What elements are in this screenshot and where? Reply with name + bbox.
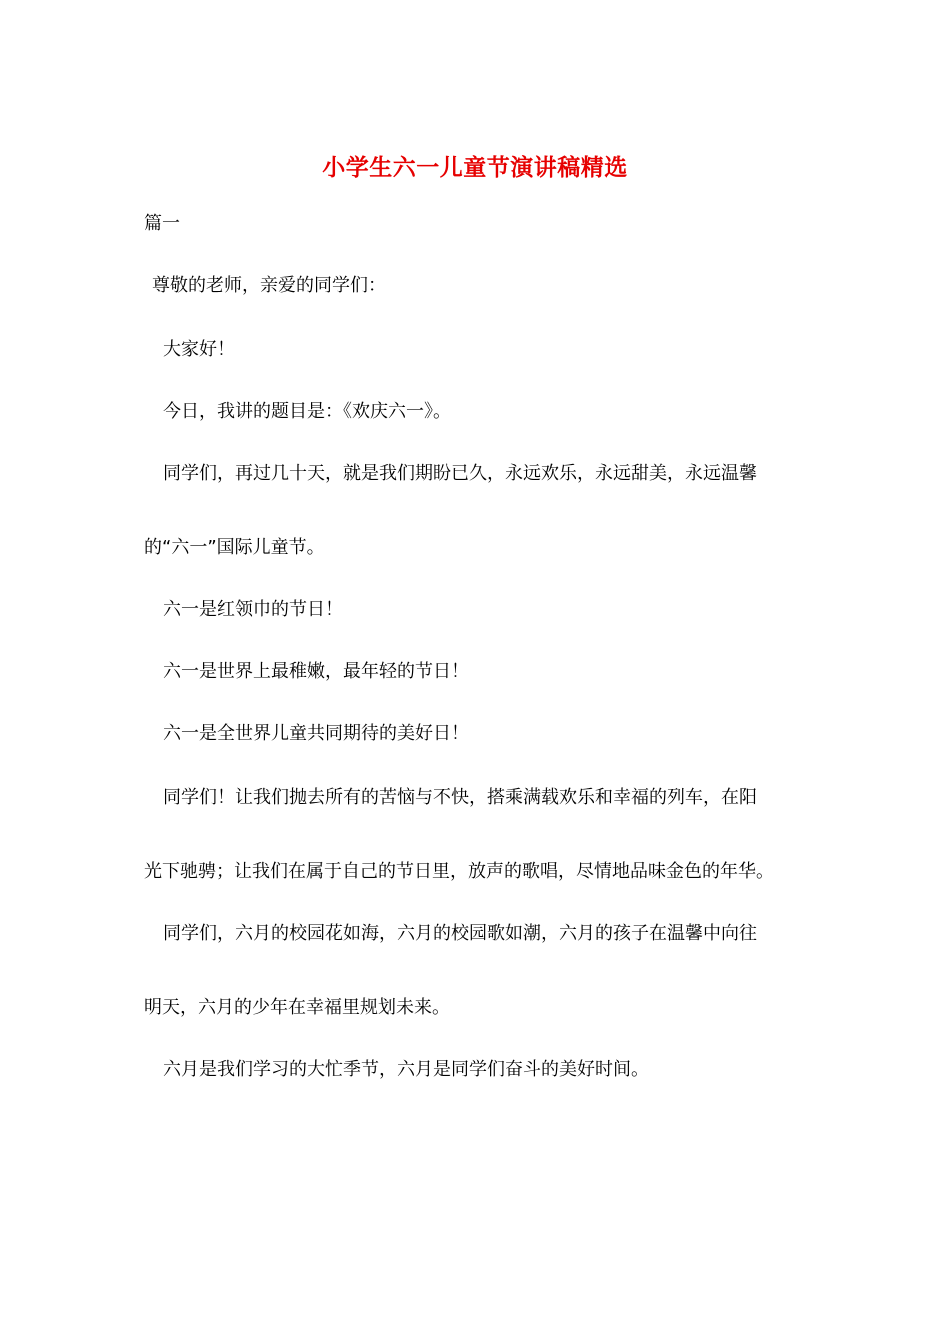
paragraph-line: 六月是我们学习的大忙季节，六月是同学们奋斗的美好时间。 bbox=[163, 1059, 649, 1080]
paragraph-line: 大家好！ bbox=[163, 339, 235, 360]
paragraph-line: 今日，我讲的题目是：《欢庆六一》。 bbox=[163, 401, 451, 422]
paragraph-line: 六一是世界上最稚嫩，最年轻的节日！ bbox=[163, 661, 469, 682]
paragraph-line: 同学们！让我们抛去所有的苦恼与不快，搭乘满载欢乐和幸福的列车，在阳 bbox=[163, 787, 757, 808]
salutation: 尊敬的老师，亲爱的同学们： bbox=[152, 275, 386, 296]
document-title: 小学生六一儿童节演讲稿精选 bbox=[322, 154, 628, 181]
paragraph-line-continued: 光下驰骋；让我们在属于自己的节日里，放声的歌唱，尽情地品味金色的年华。 bbox=[144, 861, 774, 882]
paragraph-line-continued: 明天，六月的少年在幸福里规划未来。 bbox=[144, 997, 450, 1018]
paragraph-line-continued: 的“六一”国际儿童节。 bbox=[144, 537, 325, 558]
paragraph-line: 同学们，再过几十天，就是我们期盼已久，永远欢乐，永远甜美，永远温馨 bbox=[163, 463, 757, 484]
section-heading: 篇一 bbox=[144, 213, 180, 234]
paragraph-line: 六一是全世界儿童共同期待的美好日！ bbox=[163, 723, 469, 744]
paragraph-line: 同学们，六月的校园花如海，六月的校园歌如潮，六月的孩子在温馨中向往 bbox=[163, 923, 757, 944]
paragraph-line: 六一是红领巾的节日！ bbox=[163, 599, 343, 620]
